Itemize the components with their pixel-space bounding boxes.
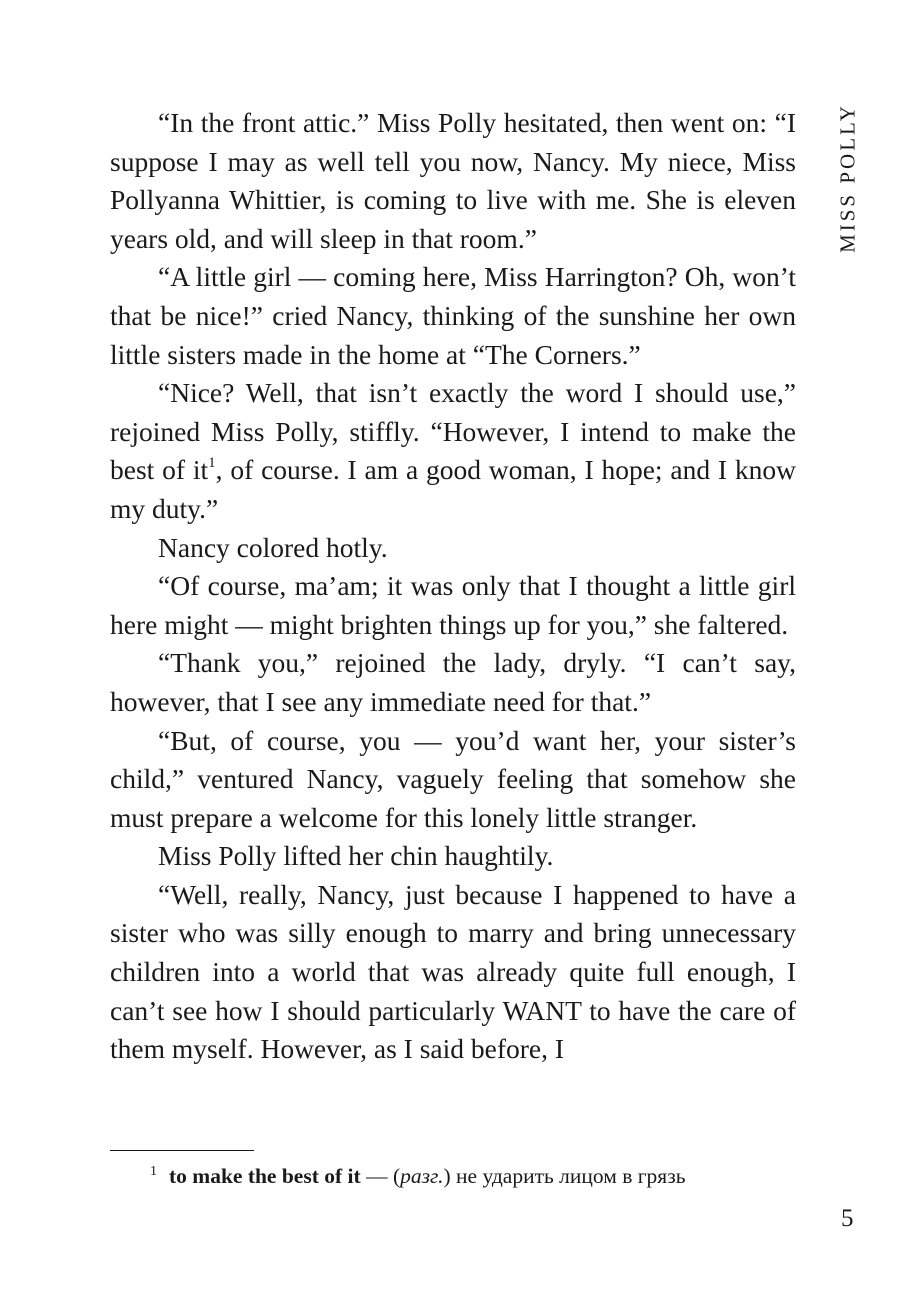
paragraph: “Well, really, Nancy, just because I happened to have a sister who was silly enough to marry and bring unnecessary children into a world that was already quite full enough, I can’t see how I should particularly WANT to have the care of them myself. However, as I said before, I bbox=[110, 878, 796, 1065]
paragraph: “Thank you,” rejoined the lady, dryly. “I can’t say, however, that I see any immediate need for that.” bbox=[110, 647, 796, 717]
paragraph-text-tail: , of course. I am a good woman, I hope; and I know my duty.” bbox=[110, 454, 796, 524]
footnote-abbreviation: разг. bbox=[400, 1164, 444, 1189]
body-text bbox=[110, 104, 796, 1069]
footnote-number: 1 bbox=[150, 1164, 157, 1179]
paragraph-with-footnote bbox=[110, 374, 796, 528]
footnote-dash: — ( bbox=[360, 1164, 401, 1189]
footnote-definition: ) не ударить лицом в грязь bbox=[443, 1164, 686, 1189]
paragraph: Miss Polly lifted her chin haughtily. bbox=[158, 840, 554, 872]
paragraph: Nancy colored hotly. bbox=[158, 531, 388, 563]
paragraph: “A little girl — coming here, Miss Harrington? Oh, won’t that be nice!” cried Nancy, thinking of the sunshine her own little sisters made in the home at “The Corners.” bbox=[110, 261, 796, 370]
paragraph: “In the front attic.” Miss Polly hesitated, then went on: “I suppose I may as well tell you now, Nancy. My niece, Miss Pollyanna Whittier, is coming to live with me. She is eleven years old, and will sleep in that room.” bbox=[110, 107, 796, 254]
paragraph: “Of course, ma’am; it was only that I thought a little girl here might — might brighten things up for you,” she faltered. bbox=[110, 570, 796, 640]
page-number: 5 bbox=[841, 1205, 854, 1232]
footnote-reference: 1 bbox=[208, 455, 216, 472]
footnote-term: to make the best of it bbox=[169, 1164, 361, 1189]
paragraph: “But, of course, you — you’d want her, your sister’s child,” ventured Nancy, vaguely feeling that somehow she must prepare a welcome for this lonely little stranger. bbox=[110, 724, 796, 833]
running-head: MISS POLLY bbox=[835, 103, 860, 253]
footnote-divider bbox=[110, 1150, 254, 1151]
footnote bbox=[150, 1156, 800, 1192]
paragraph-text: “Nice? Well, that isn’t exactly the word I should use,” rejoined Miss Polly, stiffly. “However, I intend to make the best of it bbox=[110, 377, 796, 486]
